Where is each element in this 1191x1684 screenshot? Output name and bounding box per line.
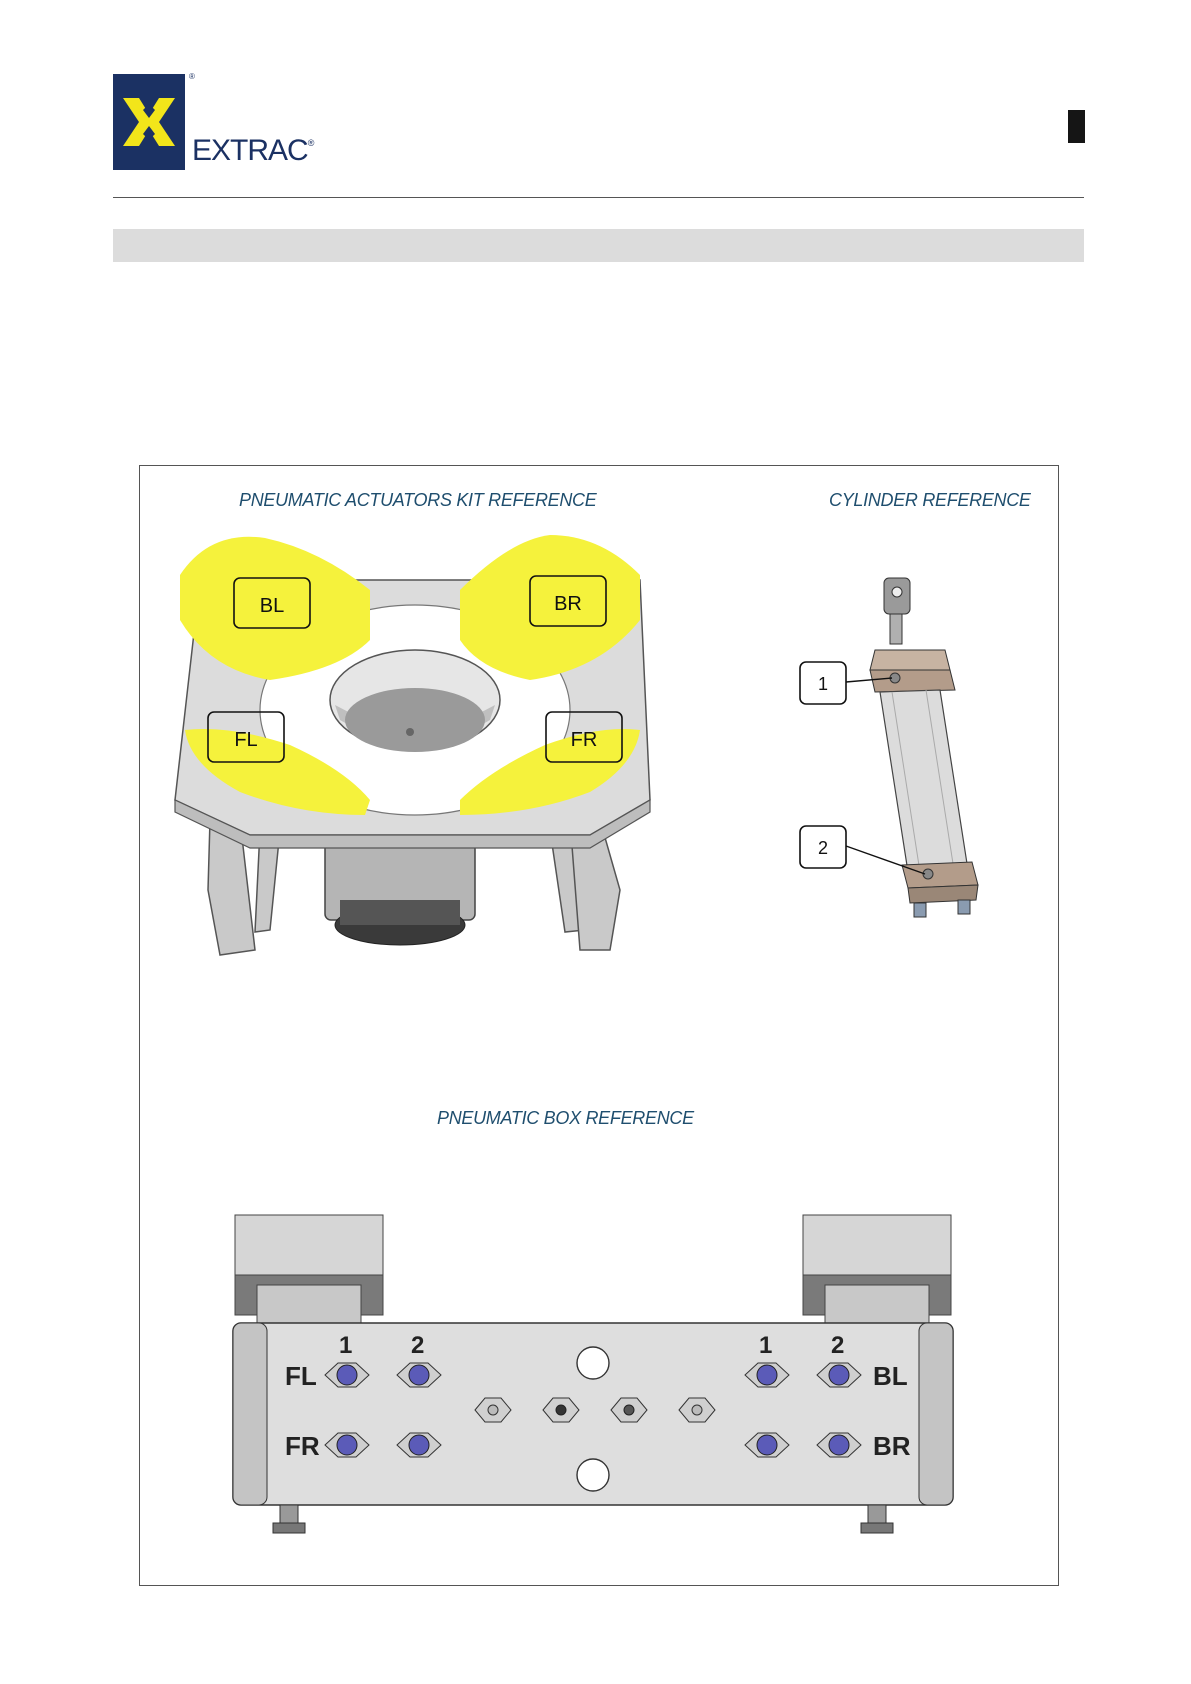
svg-text:BL: BL xyxy=(259,595,285,617)
brand-name xyxy=(192,134,313,168)
box-col-2-right: 2 xyxy=(831,1332,845,1359)
cylinder-reference-caption: CYLINDER REFERENCE xyxy=(829,490,1031,510)
brand-registered: ® xyxy=(307,138,314,148)
page-marker xyxy=(1068,110,1085,143)
cylinder-drawing xyxy=(780,570,1010,930)
box-brackets xyxy=(235,1215,951,1325)
box-label-fl: FL xyxy=(285,1361,317,1391)
actuators-kit-drawing xyxy=(170,530,670,970)
svg-text:1: 1 xyxy=(817,674,829,694)
brand-text: EXTRAC xyxy=(192,134,308,167)
box-col-2-left: 2 xyxy=(411,1332,425,1359)
box-col-1-right: 1 xyxy=(759,1332,773,1359)
cylinder-body xyxy=(870,578,978,917)
box-label-br: BR xyxy=(873,1431,911,1461)
svg-text:FL: FL xyxy=(234,729,258,751)
box-label-fr: FR xyxy=(285,1431,320,1461)
box-reference-caption: PNEUMATIC BOX REFERENCE xyxy=(437,1108,694,1128)
kit-reference-caption: PNEUMATIC ACTUATORS KIT REFERENCE xyxy=(239,490,597,510)
box-col-1-left: 1 xyxy=(339,1332,353,1359)
registered-mark: ® xyxy=(189,72,195,81)
section-heading-bar xyxy=(113,229,1084,262)
header-divider xyxy=(113,197,1084,198)
svg-text:BR: BR xyxy=(554,593,582,615)
box-label-bl: BL xyxy=(873,1361,908,1391)
svg-text:2: 2 xyxy=(817,838,829,858)
pneumatic-box-drawing xyxy=(225,1205,965,1545)
svg-text:FR: FR xyxy=(570,729,598,751)
